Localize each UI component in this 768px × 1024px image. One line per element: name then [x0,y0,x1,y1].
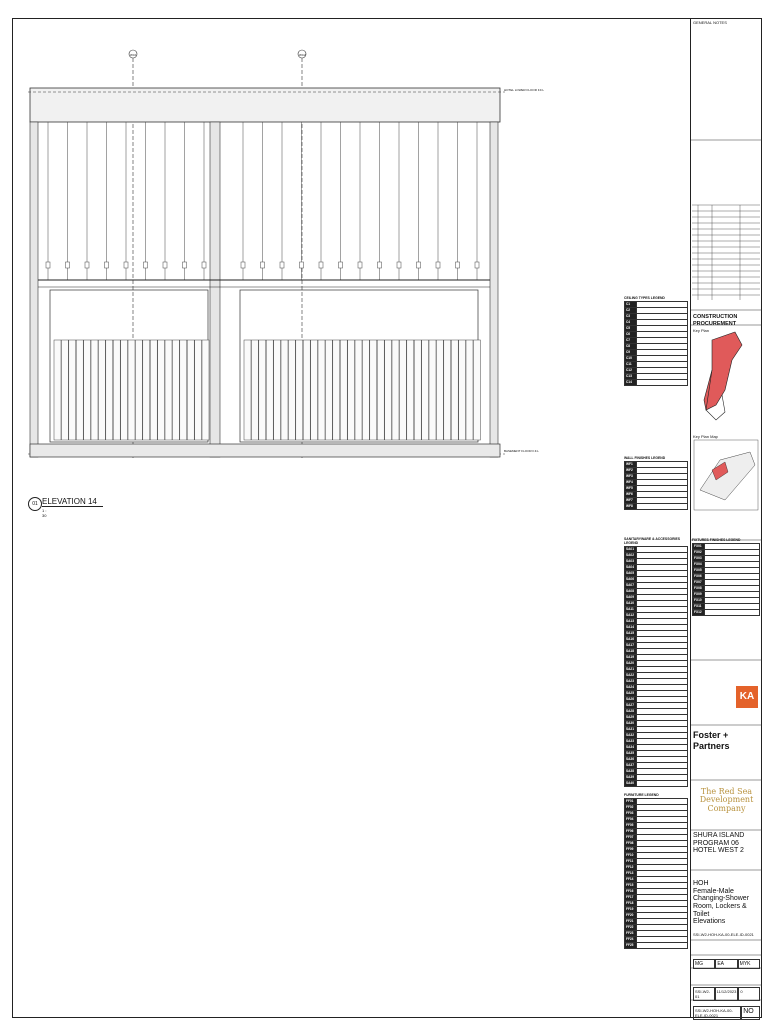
furniture-legend-title: FURNITURE LEGEND [624,793,659,797]
legend-code: SA32 [625,733,637,739]
legend-code: SA22 [625,673,637,679]
locker-door [121,340,128,440]
legend-code: FF20 [625,913,637,919]
legend-code: SA34 [625,745,637,751]
sanitary-legend-row [625,781,688,787]
hanger-clamp [163,262,167,268]
locker-door [165,340,172,440]
legend-code: C1 [625,302,637,308]
locker-door [61,340,68,440]
drawing-title-line-3: Room, Lockers & Toilet [693,903,747,918]
hanger-clamp [280,262,284,268]
level-top-label: HOTEL LOWER FLOOR F.F.L [504,88,545,92]
locker-door [54,340,61,440]
locker-door [76,340,83,440]
hanger-clamp [378,262,382,268]
elevation-title: ELEVATION 14 [42,497,103,507]
locker-door [172,340,179,440]
locker-door [158,340,165,440]
furniture-legend [624,793,688,949]
locker-door [414,340,421,440]
hanger-clamp [85,262,89,268]
elevation-number: 01 [28,497,42,511]
legend-code: FX08 [693,586,705,592]
legend-code: SA08 [625,589,637,595]
legend-code: FX01 [693,544,705,550]
legend-code: FX12 [693,610,705,616]
info-row [693,987,760,1001]
architect-logo: Foster + Partners [693,730,730,752]
locker-door [459,340,466,440]
ceiling-legend [624,296,688,386]
legend-code: SA20 [625,661,637,667]
legend-code: FF11 [625,859,637,865]
legend-code: WF3 [625,474,637,480]
legend-code: SA23 [625,679,637,685]
legend-code: SA10 [625,601,637,607]
title-block [690,18,762,1018]
legend-code: FX09 [693,592,705,598]
legend-code: C12 [625,368,637,374]
locker-door [422,340,429,440]
legend-code: FF06 [625,829,637,835]
legend-code: C6 [625,332,637,338]
drawn-by: MG [693,959,715,969]
checked-by: EA [715,959,737,969]
legend-code: C5 [625,326,637,332]
locker-door [143,340,150,440]
locker-door [451,340,458,440]
hanger-clamp [124,262,128,268]
hanger-clamp [66,262,70,268]
locker-door [274,340,281,440]
project-number: SSI-W2-01 [693,987,715,1001]
wall-legend-title: WALL FINISHES LEGEND [624,456,666,460]
locker-door [106,340,113,440]
legend-code: SA26 [625,697,637,703]
legend-code: C4 [625,320,637,326]
locker-door [113,340,120,440]
legend-code: FF25 [625,943,637,949]
hanger-clamp [417,262,421,268]
legend-code: FF23 [625,931,637,937]
legend-code: C7 [625,338,637,344]
legend-code: FX03 [693,556,705,562]
legend-code: WF7 [625,498,637,504]
legend-description [637,781,688,787]
construction-procurement: CONSTRUCTION PROCUREMENT [693,314,738,327]
approved-by: MYK [738,959,760,969]
legend-code: FF13 [625,871,637,877]
locker-door [392,340,399,440]
locker-door [325,340,332,440]
hanger-clamp [105,262,109,268]
hanger-clamp [144,262,148,268]
locker-door [436,340,443,440]
project-line-2: PROGRAM 06 [693,839,739,847]
locker-door [187,340,194,440]
legend-code: WF6 [625,492,637,498]
hanger-clamp [456,262,460,268]
legend-code: FF05 [625,823,637,829]
hanger-clamp [241,262,245,268]
approval-row [693,959,760,969]
hanger-clamp [358,262,362,268]
legend-code: FX04 [693,562,705,568]
legend-code: SA30 [625,721,637,727]
legend-code: FF12 [625,865,637,871]
furniture-legend-row [625,943,688,949]
locker-door [377,340,384,440]
legend-code: C8 [625,344,637,350]
issue-date: 11/12/2023 [715,987,739,1001]
locker-door [466,340,473,440]
revision-number: 0 [738,987,760,1001]
locker-door [311,340,318,440]
locker-door [399,340,406,440]
legend-code: C11 [625,362,637,368]
locker-door [473,340,480,440]
locker-door [444,340,451,440]
locker-door [91,340,98,440]
client-line-2: Development [699,795,754,805]
hanger-clamp [46,262,50,268]
legend-code: FF10 [625,853,637,859]
legend-code: C10 [625,356,637,362]
legend-code: C9 [625,350,637,356]
drawing-title-line-4: Elevations [693,918,726,926]
legend-code: WF5 [625,486,637,492]
locker-door [288,340,295,440]
project-name [693,832,760,855]
legend-code: FX10 [693,598,705,604]
legend-code: SA01 [625,547,637,553]
wall-legend-row [625,504,688,510]
legend-code: FF21 [625,919,637,925]
elevation-scale: 1 : 30 [42,508,47,518]
hanger-clamp [202,262,206,268]
project-line-3: HOTEL WEST 2 [693,847,744,855]
hanger-clamp [319,262,323,268]
locker-door [303,340,310,440]
key-plan-label: Key Plan [693,328,710,333]
legend-code: SA05 [625,571,637,577]
legend-code: FX02 [693,550,705,556]
legend-code: FF14 [625,877,637,883]
locker-door [128,340,135,440]
legend-code: SA02 [625,553,637,559]
locker-door [318,340,325,440]
client-line-1: The Red Sea [700,787,753,796]
legend-code: SA06 [625,577,637,583]
legend-code: FF22 [625,925,637,931]
legend-code: SA28 [625,709,637,715]
legend-code: FF17 [625,895,637,901]
ceiling-legend-title: CEILING TYPES LEGEND [624,296,665,300]
legend-code: SA04 [625,565,637,571]
legend-code: FF01 [625,799,637,805]
legend-code: SA35 [625,751,637,757]
legend-code: SA25 [625,691,637,697]
legend-code: SA07 [625,583,637,589]
legend-code: FF08 [625,841,637,847]
legend-code: SA18 [625,649,637,655]
legend-code: FF18 [625,901,637,907]
locker-door [385,340,392,440]
locker-door [135,340,142,440]
legend-code: SA29 [625,715,637,721]
legend-code: SA15 [625,631,637,637]
hanger-clamp [183,262,187,268]
legend-description [637,380,688,386]
locker-door [195,340,202,440]
legend-code: FF09 [625,847,637,853]
locker-door [407,340,414,440]
legend-code: FF04 [625,817,637,823]
legend-code: SA16 [625,637,637,643]
key-plan-map-label: Key Plan Map [693,434,718,439]
locker-door [202,340,209,440]
locker-door [150,340,157,440]
grid-label-left: WC1 [130,53,137,57]
legend-code: SA40 [625,781,637,787]
legend-code: SA27 [625,703,637,709]
floor-slab [30,444,500,457]
ceiling-legend-row [625,380,688,386]
legend-code: SA09 [625,595,637,601]
legend-code: SA38 [625,769,637,775]
doc-row [693,1006,760,1020]
legend-code: FF15 [625,883,637,889]
locker-door [69,340,76,440]
locker-door [370,340,377,440]
consultant-logo: KA [736,686,758,708]
legend-code: SA21 [625,667,637,673]
legend-code: FX05 [693,568,705,574]
client-line-3: Company [707,803,746,813]
legend-code: FF24 [625,937,637,943]
legend-code: SA37 [625,763,637,769]
legend-code: SA17 [625,643,637,649]
legend-code: SA12 [625,613,637,619]
locker-door [98,340,105,440]
legend-code: FX07 [693,580,705,586]
grid-label-right: WC2 [299,53,306,57]
locker-door [259,340,266,440]
legend-code: SA03 [625,559,637,565]
locker-door [84,340,91,440]
hanger-clamp [261,262,265,268]
locker-door [340,340,347,440]
legend-code: C2 [625,308,637,314]
legend-code: SA39 [625,775,637,781]
legend-code: SA19 [625,655,637,661]
drawing-title-line-2: Female-Male Changing-Shower [693,887,750,903]
legend-code: FF16 [625,889,637,895]
upper-slab [30,88,500,122]
legend-code: SA31 [625,727,637,733]
legend-code: C13 [625,374,637,380]
legend-code: FF07 [625,835,637,841]
locker-door [281,340,288,440]
status: NO [741,1006,760,1020]
hanger-clamp [475,262,479,268]
drawing-reference: SSI-W2-HOH-KA-00-ELE-ID-0021 [693,932,754,937]
locker-door [296,340,303,440]
locker-door [348,340,355,440]
level-bottom-label: BASEMENT FLOOR F.F.L [504,449,539,453]
legend-code: SA14 [625,625,637,631]
sanitary-legend [624,537,688,787]
hanger-clamp [339,262,343,268]
legend-description [637,943,688,949]
legend-code: FF03 [625,811,637,817]
legend-code: FX06 [693,574,705,580]
legend-code: WF4 [625,480,637,486]
legend-code: C3 [625,314,637,320]
hanger-clamp [300,262,304,268]
drawing-title-line-1: HOH [693,880,709,887]
legend-description [637,504,688,510]
legend-code: SA11 [625,607,637,613]
wall-legend [624,456,688,510]
legend-code: WF2 [625,468,637,474]
locker-door [244,340,251,440]
drawing-title [693,880,760,926]
locker-door [333,340,340,440]
legend-code: WF1 [625,462,637,468]
locker-door [266,340,273,440]
legend-code: SA24 [625,685,637,691]
legend-code: FF02 [625,805,637,811]
project-line-1: SHURA ISLAND [693,832,745,839]
legend-code: WF8 [625,504,637,510]
locker-door [251,340,258,440]
general-notes: GENERAL NOTES [693,20,727,25]
hanger-clamp [397,262,401,268]
document-number: SSI-W2-HOH-KA-00-ELE-ID-0021 [693,1006,741,1020]
legend-code: SA36 [625,757,637,763]
legend-code: SA13 [625,619,637,625]
client-logo [693,788,760,813]
legend-code: SA33 [625,739,637,745]
locker-door [429,340,436,440]
hanger-clamp [436,262,440,268]
legend-code: FF19 [625,907,637,913]
fixtures-legend-title: FIXTURES FINISHES LEGEND [692,538,741,542]
legend-code: FX11 [693,604,705,610]
locker-door [362,340,369,440]
locker-door [355,340,362,440]
sanitary-legend-title: SANITARYWARE & ACCESSORIES LEGEND [624,537,681,546]
legend-code: C14 [625,380,637,386]
locker-door [180,340,187,440]
